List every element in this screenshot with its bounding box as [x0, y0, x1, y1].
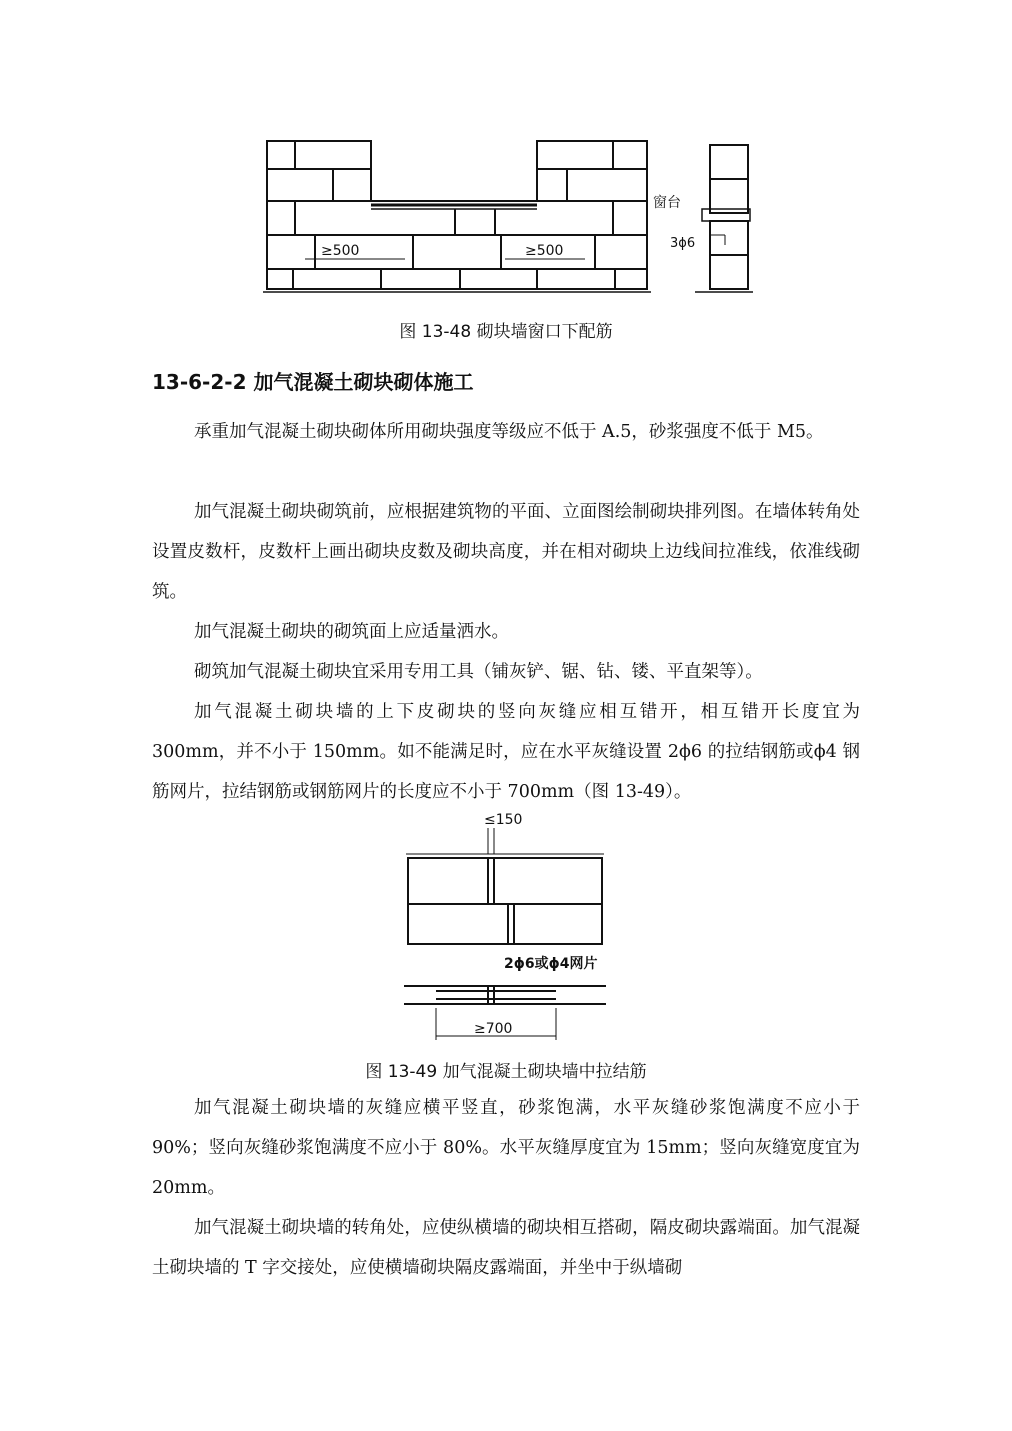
- paragraph-corners: 加气混凝土砌块墙的转角处，应使纵横墙的砌块相互搭砌，隔皮砌块露端面。加气混凝土砌块墙的 T 字交接处，应使横墙砌块隔皮露端面，并坐中于纵墙砌: [152, 1218, 860, 1278]
- dim-top-label: ≤150: [484, 812, 523, 828]
- paragraph-mortar: 加气混凝土砌块墙的灰缝应横平竖直，砂浆饱满，水平灰缝砂浆饱满度不应小于 90%；竖向灰缝砂浆饱满度不应小于 80%。水平灰缝厚度宜为 15mm；竖向灰缝宽度宜为 20mm。: [152, 1098, 860, 1198]
- figure-13-49: [396, 808, 626, 1048]
- paragraph-watering: 加气混凝土砌块的砌筑面上应适量洒水。: [194, 622, 509, 642]
- paragraph-joints: 加气混凝土砌块墙的上下皮砌块的竖向灰缝应相互错开，相互错开长度宜为 300mm，并不小于 150mm。如不能满足时，应在水平灰缝设置 2ϕ6 的拉结钢筋或ϕ4 钢筋网片，拉结钢筋或钢筋网片的长度应不小于 700mm（图 13-49）。: [152, 702, 860, 802]
- tie-bar-drawing: [396, 808, 626, 1048]
- paragraph-layout: 加气混凝土砌块砌筑前，应根据建筑物的平面、立面图绘制砌块排列图。在墙体转角处设置皮数杆，皮数杆上画出砌块皮数及砌块高度，并在相对砌块上边线间拉准线，依准线砌筑。: [152, 502, 860, 602]
- figure-13-48: [255, 135, 755, 300]
- dim-left-label: ≥500: [321, 243, 360, 259]
- figure-13-48-caption: 图 13-48 砌块墙窗口下配筋: [399, 322, 613, 342]
- wall-window-rebar-drawing: [255, 135, 755, 300]
- rebar-label: 3ϕ6: [670, 236, 696, 251]
- figure-13-49-caption: 图 13-49 加气混凝土砌块墙中拉结筋: [365, 1062, 647, 1082]
- tie-rebar-label: 2ϕ6或ϕ4网片: [504, 956, 598, 972]
- paragraph-strength: 承重加气混凝土砌块砌体所用砌块强度等级应不低于 A.5，砂浆强度不低于 M5。: [194, 422, 824, 442]
- section-heading: 13-6-2-2 加气混凝土砌块砌体施工: [152, 370, 474, 394]
- paragraph-tools: 砌筑加气混凝土砌块宜采用专用工具（铺灰铲、锯、钻、镂、平直架等）。: [194, 662, 763, 682]
- sill-label: 窗台: [653, 195, 681, 211]
- dim-bottom-label: ≥700: [474, 1021, 513, 1037]
- dim-right-label: ≥500: [525, 243, 564, 259]
